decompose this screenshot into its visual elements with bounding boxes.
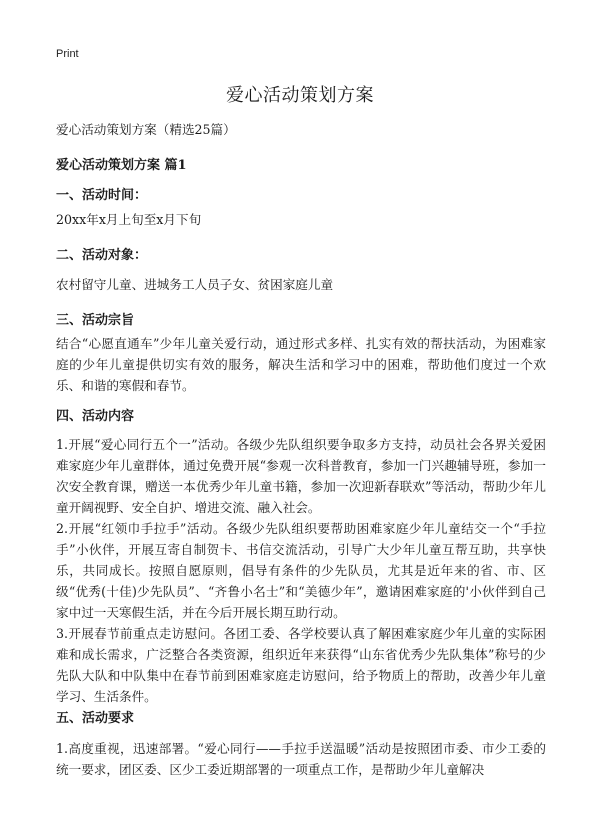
requirements-item-1: 1.高度重视，迅速部署。“爱心同行——手拉手送温暖”活动是按照团市委、市少工委的统一要求，团区委、区少工委近期部署的一项重点工作，是帮助少年儿童解决 [56, 741, 546, 777]
section-heading-requirements: 五、活动要求 [56, 711, 135, 726]
content-item-2: 2.开展“红领巾手拉手”活动。各级少先队组织要帮助困难家庭少年儿童结交一个“手拉手”小伙伴，开展互寄自制贺卡、书信交流活动，引导广大少年儿童互帮互助，共享快乐，共同成长。按照自愿原则，倡导有条件的少先队员，尤其是近年来的省、市、区级“优秀(十佳)少先队员”、“齐鲁小名士”和“美德少年”，邀请困难家庭的'小伙伴到自己家中过一天寒假生活，并在今后开展长期互助行动。 [56, 521, 546, 620]
content-item-3: 3.开展春节前重点走访慰问。各团工委、各学校要认真了解困难家庭少年儿童的实际困难和成长需求，广泛整合各类资源，组织近年来获得“山东省优秀少先队集体”称号的少先队大队和中队集中在春节前到困难家庭走访慰问，给予物质上的帮助，改善少年儿童学习、生活条件。 [56, 626, 546, 704]
section-body-time: 20xx年x月上旬至x月下旬 [56, 212, 202, 227]
section-heading-target: 二、活动对象： [56, 248, 148, 263]
section-body-purpose: 结合“心愿直通车”少年儿童关爱行动，通过形式多样、扎实有效的帮扶活动，为困难家庭的少年儿童提供切实有效的服务，解决生活和学习中的困难，帮助他们度过一个欢乐、和谐的寒假和春节。 [56, 336, 546, 393]
section-heading-purpose: 三、活动宗旨 [56, 313, 135, 328]
section-heading-time: 一、活动时间： [56, 188, 148, 203]
content-item-1: 1.开展“爱心同行五个一”活动。各级少先队组织要争取多方支持，动员社会各界关爱困难家庭少年儿童群体，通过免费开展“参观一次科普教育，参加一门兴趣辅导班，参加一次安全教育课，赠送一本优秀少年儿童书籍，参加一次迎新春联欢”等活动，帮助少年儿童开阔视野、安全自护、增进交流、融入社会。 [56, 437, 546, 515]
print-link[interactable]: Print [56, 48, 79, 60]
section-heading-content: 四、活动内容 [56, 409, 135, 424]
part-heading: 爱心活动策划方案 篇1 [56, 158, 187, 173]
section-body-target: 农村留守儿童、进城务工人员子女、贫困家庭儿童 [56, 277, 334, 292]
document-subtitle: 爱心活动策划方案（精选25篇） [56, 122, 236, 137]
page-title: 爱心活动策划方案 [226, 85, 374, 106]
